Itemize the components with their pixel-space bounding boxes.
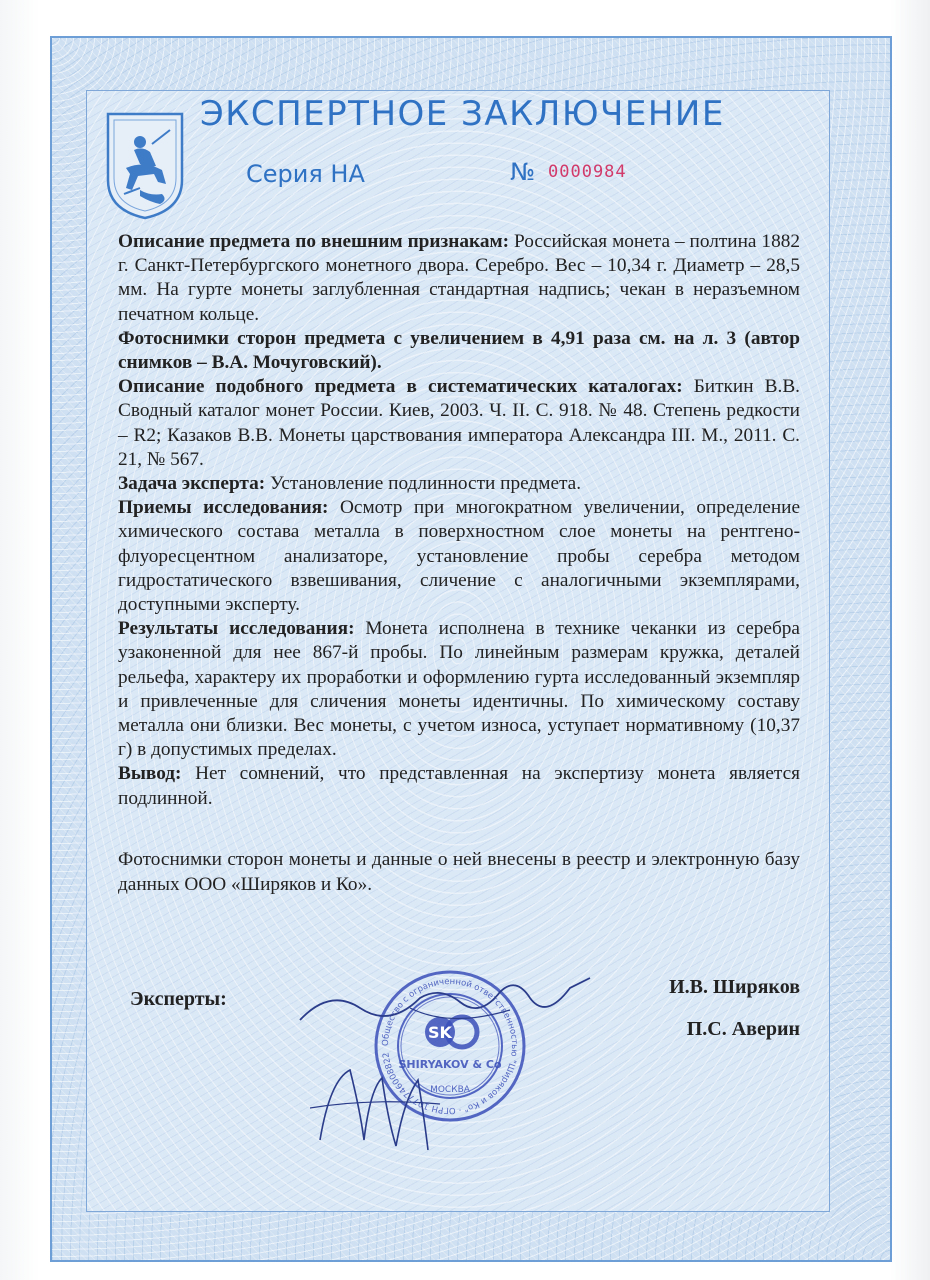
section-text: Осмотр при многократном увеличении, определение химического состава металла в поверхностном слое монеты на рентгено-флуоресцентном анализаторе, установление пробы серебра методом гидростатического взвешивания, сличение с аналогичными экземплярами, доступными эксперту. (118, 497, 801, 616)
section-description (118, 230, 800, 327)
seal-city: МОСКВА (430, 1085, 470, 1095)
section-photos (118, 327, 800, 375)
section-conclusion (118, 762, 800, 810)
seal-company-name: SHIRYAKOV & Co (398, 1058, 502, 1071)
section-heading: Задача эксперта: (118, 473, 266, 495)
expert-name-1: И.В. Ширяков (669, 976, 800, 998)
conclusion-body (118, 230, 800, 811)
certificate-number: 0000984 (548, 162, 627, 182)
section-heading: Фотоснимки сторон предмета с увеличением в 4,91 раза см. на л. 3 (автор снимков – В.А. Мочуговский). (118, 327, 800, 374)
section-heading: Описание подобного предмета в систематических каталогах: (118, 376, 683, 398)
experts-label: Эксперты: (130, 988, 227, 1010)
section-heading: Результаты исследования: (118, 618, 355, 640)
number-sign: № (510, 158, 535, 186)
seal-logo: SK (428, 1023, 452, 1042)
section-text: Российская монета – полтина 1882 г. Санкт-Петербургского монетного двора. Серебро. Вес – 10,34 г. Диаметр – 28,5 мм. На гурте монеты заглубленная стандартная надпись; чекан в неразъемном печатном кольце. (118, 231, 800, 325)
section-heading: Приемы исследования: (118, 497, 329, 519)
section-text: Нет сомнений, что представленная на экспертизу монета является подлинной. (118, 763, 800, 809)
section-task (118, 472, 800, 496)
section-text: Монета исполнена в технике чеканки из серебра узаконенной для нее 867-й пробы. По линейным размерам кружка, деталей рельефа, характеру их проработки и оформлению гурта исследованный экземпляр и привлеченные для сличения монеты идентичны. По химическому составу металла они близки. Вес монеты, с учетом износа, уступает нормативному (10,37 г) в допустимых пределах. (118, 618, 800, 761)
signature-averin (300, 1050, 480, 1160)
section-results (118, 617, 800, 762)
section-text: Биткин В.В. Сводный каталог монет России. Киев, 2003. Ч. II. С. 918. № 48. Степень редкости – R2; Казаков В.В. Монеты царствования императора Александра III. М., 2011. С. 21, № 567. (118, 376, 801, 470)
expert-name-2: П.С. Аверин (686, 1018, 800, 1040)
section-text: Установление подлинности предмета. (265, 473, 582, 495)
section-methods (118, 496, 800, 617)
section-catalogs (118, 375, 800, 472)
signature-shiryakov (290, 968, 610, 1038)
moscow-coat-of-arms-icon (104, 110, 186, 222)
seal-outer-text: Общество с ограниченной ответственностью "Ширяков и Ко" · ОГРН 1077746008822 (380, 976, 520, 1116)
registry-note: Фотоснимки сторон монеты и данные о ней внесены в реестр и электронную базу данных ООО «Ширяков и Ко». (118, 849, 800, 895)
document-title: ЭКСПЕРТНОЕ ЗАКЛЮЧЕНИЕ (200, 94, 725, 134)
series-label: Серия НА (246, 160, 365, 188)
section-heading: Описание предмета по внешним признакам: (118, 231, 510, 252)
section-heading: Вывод: (118, 763, 182, 785)
